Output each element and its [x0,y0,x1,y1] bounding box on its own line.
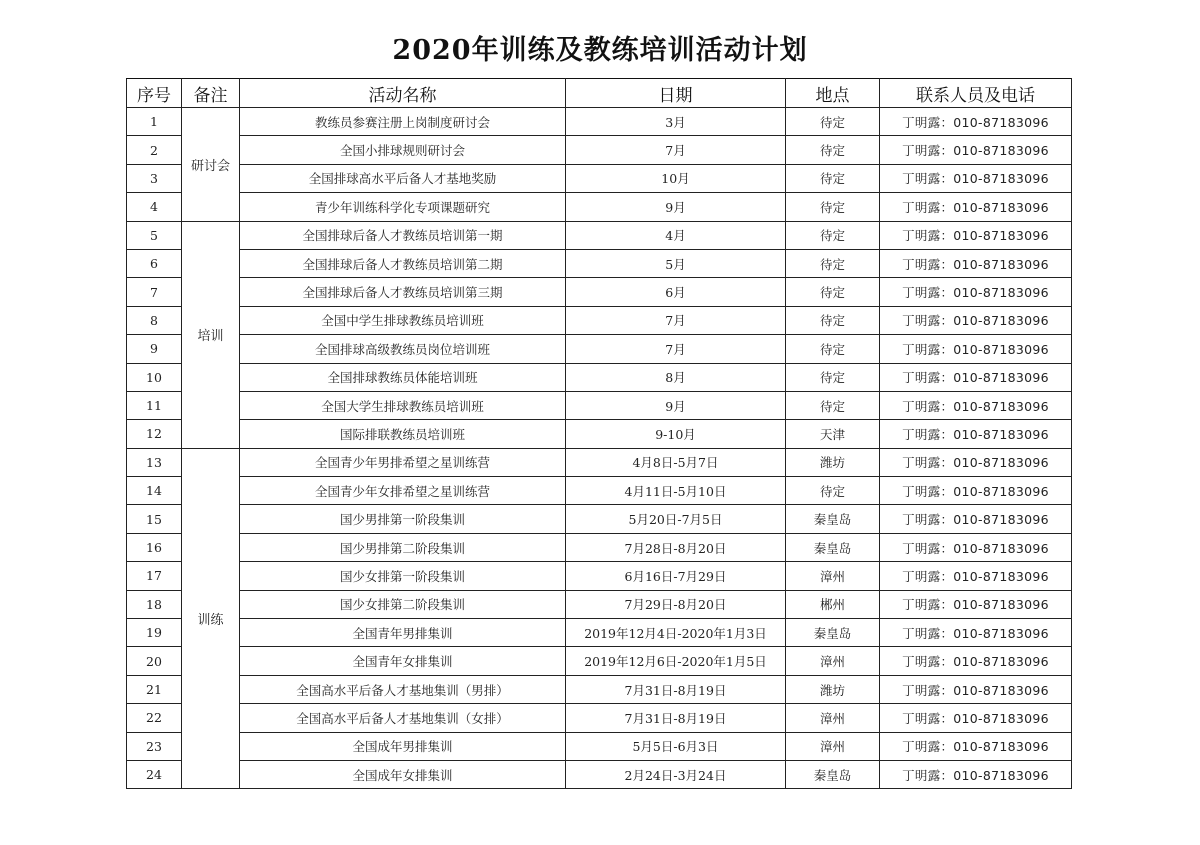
date-cell: 4月11日-5月10日 [566,477,786,505]
activity-name-cell: 全国排球高级教练员岗位培训班 [240,335,566,363]
header-serial-number: 序号 [127,79,182,108]
serial-number-cell: 16 [127,533,182,561]
contact-cell: 丁明露：010-87183096 [880,732,1072,760]
location-cell: 秦皇岛 [786,760,880,788]
contact-cell: 丁明露：010-87183096 [880,448,1072,476]
contact-cell: 丁明露：010-87183096 [880,249,1072,277]
contact-cell: 丁明露：010-87183096 [880,108,1072,136]
date-cell: 3月 [566,108,786,136]
header-activity-name: 活动名称 [240,79,566,108]
serial-number-cell: 1 [127,108,182,136]
header-date: 日期 [566,79,786,108]
serial-number-cell: 22 [127,704,182,732]
date-cell: 7月31日-8月19日 [566,675,786,703]
location-cell: 漳州 [786,562,880,590]
location-cell: 潍坊 [786,448,880,476]
location-cell: 待定 [786,136,880,164]
table-row [127,533,1072,561]
activity-name-cell: 国少女排第二阶段集训 [240,590,566,618]
activity-name-cell: 教练员参赛注册上岗制度研讨会 [240,108,566,136]
table-row [127,335,1072,363]
location-cell: 秦皇岛 [786,619,880,647]
location-cell: 待定 [786,193,880,221]
table-row [127,249,1072,277]
table-row [127,760,1072,788]
location-cell: 待定 [786,278,880,306]
activity-name-cell: 全国排球教练员体能培训班 [240,363,566,391]
date-cell: 5月 [566,249,786,277]
activity-name-cell: 全国青少年女排希望之星训练营 [240,477,566,505]
group-note-cell: 训练 [182,448,240,789]
location-cell: 待定 [786,221,880,249]
activity-name-cell: 国少男排第二阶段集训 [240,533,566,561]
location-cell: 待定 [786,108,880,136]
date-cell: 2019年12月6日-2020年1月5日 [566,647,786,675]
contact-cell: 丁明露：010-87183096 [880,278,1072,306]
serial-number-cell: 23 [127,732,182,760]
activity-name-cell: 全国成年男排集训 [240,732,566,760]
location-cell: 待定 [786,306,880,334]
activity-name-cell: 全国青年男排集训 [240,619,566,647]
date-cell: 4月8日-5月7日 [566,448,786,476]
table-row [127,136,1072,164]
activity-name-cell: 青少年训练科学化专项课题研究 [240,193,566,221]
serial-number-cell: 7 [127,278,182,306]
date-cell: 7月28日-8月20日 [566,533,786,561]
contact-cell: 丁明露：010-87183096 [880,704,1072,732]
location-cell: 待定 [786,335,880,363]
date-cell: 5月20日-7月5日 [566,505,786,533]
contact-cell: 丁明露：010-87183096 [880,136,1072,164]
table-row [127,164,1072,192]
contact-cell: 丁明露：010-87183096 [880,590,1072,618]
table-row [127,448,1072,476]
date-cell: 7月31日-8月19日 [566,704,786,732]
date-cell: 7月 [566,335,786,363]
date-cell: 7月 [566,136,786,164]
table-row [127,363,1072,391]
date-cell: 7月 [566,306,786,334]
page-title: 2020年训练及教练培训活动计划 [392,35,808,66]
contact-cell: 丁明露：010-87183096 [880,562,1072,590]
serial-number-cell: 11 [127,391,182,419]
serial-number-cell: 20 [127,647,182,675]
date-cell: 6月 [566,278,786,306]
contact-cell: 丁明露：010-87183096 [880,647,1072,675]
location-cell: 秦皇岛 [786,533,880,561]
serial-number-cell: 24 [127,760,182,788]
activity-name-cell: 国少男排第一阶段集训 [240,505,566,533]
location-cell: 漳州 [786,647,880,675]
group-note-cell: 研讨会 [182,108,240,222]
table-row [127,108,1072,136]
serial-number-cell: 13 [127,448,182,476]
date-cell: 5月5日-6月3日 [566,732,786,760]
table-row [127,647,1072,675]
activity-plan-table [126,78,1072,789]
contact-cell: 丁明露：010-87183096 [880,760,1072,788]
activity-name-cell: 全国中学生排球教练员培训班 [240,306,566,334]
date-cell: 10月 [566,164,786,192]
contact-cell: 丁明露：010-87183096 [880,533,1072,561]
contact-cell: 丁明露：010-87183096 [880,363,1072,391]
serial-number-cell: 19 [127,619,182,647]
serial-number-cell: 8 [127,306,182,334]
contact-cell: 丁明露：010-87183096 [880,619,1072,647]
location-cell: 秦皇岛 [786,505,880,533]
date-cell: 9月 [566,193,786,221]
location-cell: 待定 [786,477,880,505]
activity-name-cell: 全国青年女排集训 [240,647,566,675]
activity-name-cell: 国际排联教练员培训班 [240,420,566,448]
location-cell: 待定 [786,363,880,391]
serial-number-cell: 14 [127,477,182,505]
activity-name-cell: 全国排球后备人才教练员培训第一期 [240,221,566,249]
contact-cell: 丁明露：010-87183096 [880,420,1072,448]
contact-cell: 丁明露：010-87183096 [880,193,1072,221]
location-cell: 待定 [786,249,880,277]
location-cell: 潍坊 [786,675,880,703]
contact-cell: 丁明露：010-87183096 [880,164,1072,192]
table-row [127,477,1072,505]
date-cell: 9-10月 [566,420,786,448]
table-row [127,590,1072,618]
date-cell: 9月 [566,391,786,419]
table-body [127,108,1072,789]
table-row [127,619,1072,647]
activity-name-cell: 全国青少年男排希望之星训练营 [240,448,566,476]
location-cell: 待定 [786,164,880,192]
table-row [127,420,1072,448]
serial-number-cell: 2 [127,136,182,164]
serial-number-cell: 21 [127,675,182,703]
table-row [127,562,1072,590]
date-cell: 7月29日-8月20日 [566,590,786,618]
table-row [127,505,1072,533]
activity-name-cell: 全国成年女排集训 [240,760,566,788]
serial-number-cell: 10 [127,363,182,391]
location-cell: 天津 [786,420,880,448]
serial-number-cell: 12 [127,420,182,448]
location-cell: 漳州 [786,704,880,732]
location-cell: 漳州 [786,732,880,760]
contact-cell: 丁明露：010-87183096 [880,477,1072,505]
serial-number-cell: 6 [127,249,182,277]
serial-number-cell: 5 [127,221,182,249]
table-row [127,278,1072,306]
header-location: 地点 [786,79,880,108]
contact-cell: 丁明露：010-87183096 [880,505,1072,533]
activity-name-cell: 全国排球后备人才教练员培训第二期 [240,249,566,277]
table-row [127,221,1072,249]
contact-cell: 丁明露：010-87183096 [880,335,1072,363]
serial-number-cell: 15 [127,505,182,533]
activity-name-cell: 全国大学生排球教练员培训班 [240,391,566,419]
contact-cell: 丁明露：010-87183096 [880,221,1072,249]
activity-name-cell: 全国排球后备人才教练员培训第三期 [240,278,566,306]
date-cell: 2月24日-3月24日 [566,760,786,788]
table-row [127,704,1072,732]
activity-name-cell: 全国排球高水平后备人才基地奖励 [240,164,566,192]
location-cell: 郴州 [786,590,880,618]
activity-name-cell: 全国小排球规则研讨会 [240,136,566,164]
date-cell: 8月 [566,363,786,391]
header-note: 备注 [182,79,240,108]
location-cell: 待定 [786,391,880,419]
table-row [127,193,1072,221]
contact-cell: 丁明露：010-87183096 [880,675,1072,703]
serial-number-cell: 17 [127,562,182,590]
table-row [127,306,1072,334]
serial-number-cell: 3 [127,164,182,192]
serial-number-cell: 4 [127,193,182,221]
activity-name-cell: 全国高水平后备人才基地集训（男排） [240,675,566,703]
contact-cell: 丁明露：010-87183096 [880,306,1072,334]
group-note-cell: 培训 [182,221,240,448]
date-cell: 6月16日-7月29日 [566,562,786,590]
table-row [127,675,1072,703]
table-row [127,732,1072,760]
date-cell: 2019年12月4日-2020年1月3日 [566,619,786,647]
table-row [127,391,1072,419]
contact-cell: 丁明露：010-87183096 [880,391,1072,419]
activity-name-cell: 全国高水平后备人才基地集训（女排） [240,704,566,732]
header-row [127,79,1072,108]
header-contact: 联系人员及电话 [880,79,1072,108]
activity-name-cell: 国少女排第一阶段集训 [240,562,566,590]
date-cell: 4月 [566,221,786,249]
serial-number-cell: 18 [127,590,182,618]
serial-number-cell: 9 [127,335,182,363]
